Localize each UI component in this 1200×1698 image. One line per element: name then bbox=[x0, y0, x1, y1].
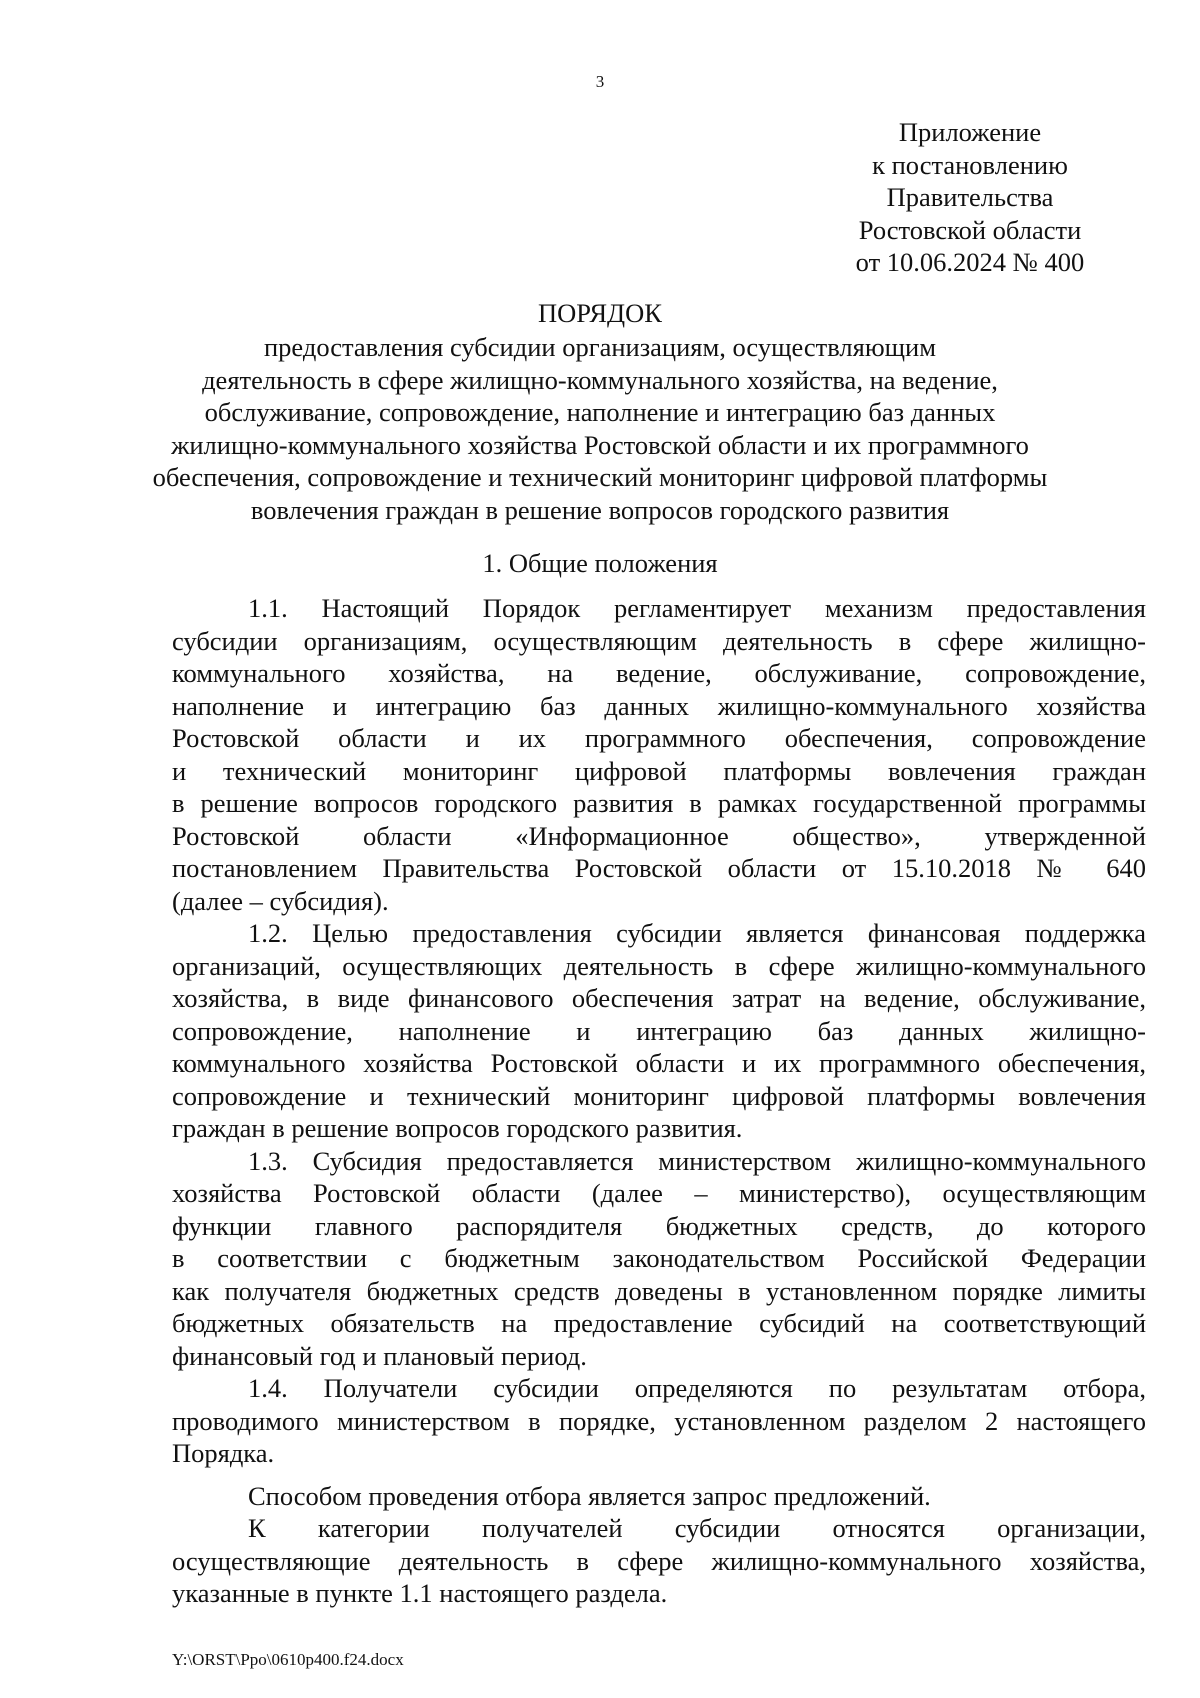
text-line: граждан в решение вопросов городского развития. bbox=[172, 1113, 743, 1143]
text-line: финансовый год и плановый период. bbox=[172, 1340, 587, 1371]
text-line: хозяйства, в виде финансового обеспечения затрат на ведение, обслуживание, bbox=[172, 983, 1146, 1013]
text-line: 1.1. Настоящий Порядок регламентирует механизм предоставления bbox=[248, 593, 1146, 623]
subtitle-line: обслуживание, сопровождение, наполнение и интеграцию баз данных bbox=[204, 397, 996, 427]
text-line: постановлением Правительства Ростовской области от 15.10.2018 № 640 bbox=[172, 853, 1146, 883]
footer-file-path: Y:\ORST\Ppo\0610p400.f24.docx bbox=[172, 1650, 404, 1669]
text-line: в соответствии с бюджетным законодательством Российской Федерации bbox=[172, 1243, 1146, 1273]
section-heading: 1. Общие положения bbox=[482, 548, 718, 578]
appendix-line: Ростовской области bbox=[858, 214, 1082, 245]
text-line: Порядка. bbox=[172, 1438, 275, 1468]
text-line: Ростовской области «Информационное общество», утвержденной bbox=[172, 820, 1146, 851]
paragraph bbox=[172, 1512, 1146, 1610]
text-line: Ростовской области и их программного обеспечения, сопровождение bbox=[172, 723, 1146, 753]
text-line: в решение вопросов городского развития в рамках государственной программы bbox=[172, 788, 1146, 818]
appendix-block bbox=[820, 116, 1120, 279]
text-line: 1.4. Получатели субсидии определяются по результатам отбора, bbox=[248, 1373, 1146, 1403]
paragraph bbox=[172, 917, 1146, 1145]
text-line: осуществляющие деятельность в сфере жилищно-коммунального хозяйства, bbox=[172, 1545, 1146, 1576]
appendix-line: Правительства bbox=[886, 182, 1054, 212]
text-line: коммунального хозяйства Ростовской области и их программного обеспечения, bbox=[172, 1048, 1146, 1078]
appendix-line: Приложение bbox=[898, 117, 1042, 147]
text-line: наполнение и интеграцию баз данных жилищно-коммунального хозяйства bbox=[172, 690, 1146, 721]
text-line: сопровождение, наполнение и интеграцию баз данных жилищно- bbox=[172, 1015, 1146, 1046]
text-line: как получателя бюджетных средств доведены в установленном порядке лимиты bbox=[172, 1275, 1146, 1306]
subtitle-line: вовлечения граждан в решение вопросов городского развития bbox=[250, 494, 950, 525]
document-subtitle bbox=[140, 331, 1060, 526]
paragraph bbox=[172, 592, 1146, 917]
text-line: организаций, осуществляющих деятельность в сфере жилищно-коммунального bbox=[172, 950, 1146, 981]
text-line: и технический мониторинг цифровой платформы вовлечения граждан bbox=[172, 755, 1146, 786]
text-line: субсидии организациям, осуществляющим деятельность в сфере жилищно- bbox=[172, 625, 1146, 656]
text-line: хозяйства Ростовской области (далее – министерство), осуществляющим bbox=[172, 1178, 1146, 1208]
paragraph-gap bbox=[172, 1470, 1146, 1480]
text-line: 1.3. Субсидия предоставляется министерством жилищно-коммунального bbox=[248, 1145, 1146, 1176]
paragraph bbox=[172, 1480, 1146, 1513]
paragraph bbox=[172, 1372, 1146, 1470]
text-line: указанные в пункте 1.1 настоящего раздела. bbox=[172, 1578, 668, 1608]
appendix-line: к постановлению bbox=[872, 149, 1068, 180]
text-line: бюджетных обязательств на предоставление субсидий на соответствующий bbox=[172, 1308, 1146, 1338]
text-line: коммунального хозяйства, на ведение, обслуживание, сопровождение, bbox=[172, 658, 1146, 688]
subtitle-line: обеспечения, сопровождение и технический мониторинг цифровой платформы bbox=[152, 462, 1048, 492]
page-number: 3 bbox=[595, 72, 605, 91]
body-text bbox=[172, 592, 1146, 1610]
paragraph bbox=[172, 1145, 1146, 1373]
subtitle-line: предоставления субсидии организациям, осуществляющим bbox=[264, 332, 936, 362]
text-line: К категории получателей субсидии относятся организации, bbox=[248, 1513, 1146, 1543]
text-line: сопровождение и технический мониторинг цифровой платформы вовлечения bbox=[172, 1080, 1146, 1111]
text-line: Способом проведения отбора является запрос предложений. bbox=[248, 1480, 931, 1511]
text-line: функции главного распорядителя бюджетных средств, до которого bbox=[172, 1210, 1146, 1241]
subtitle-line: деятельность в сфере жилищно-коммунального хозяйства, на ведение, bbox=[202, 364, 998, 395]
text-line: 1.2. Целью предоставления субсидии является финансовая поддержка bbox=[248, 918, 1146, 948]
appendix-line: от 10.06.2024 № 400 bbox=[855, 247, 1085, 277]
text-line: проводимого министерством в порядке, установленном разделом 2 настоящего bbox=[172, 1405, 1146, 1436]
subtitle-line: жилищно-коммунального хозяйства Ростовской области и их программного bbox=[171, 429, 1029, 460]
text-line: (далее – субсидия). bbox=[172, 885, 389, 916]
document-title: ПОРЯДОК bbox=[538, 298, 662, 328]
